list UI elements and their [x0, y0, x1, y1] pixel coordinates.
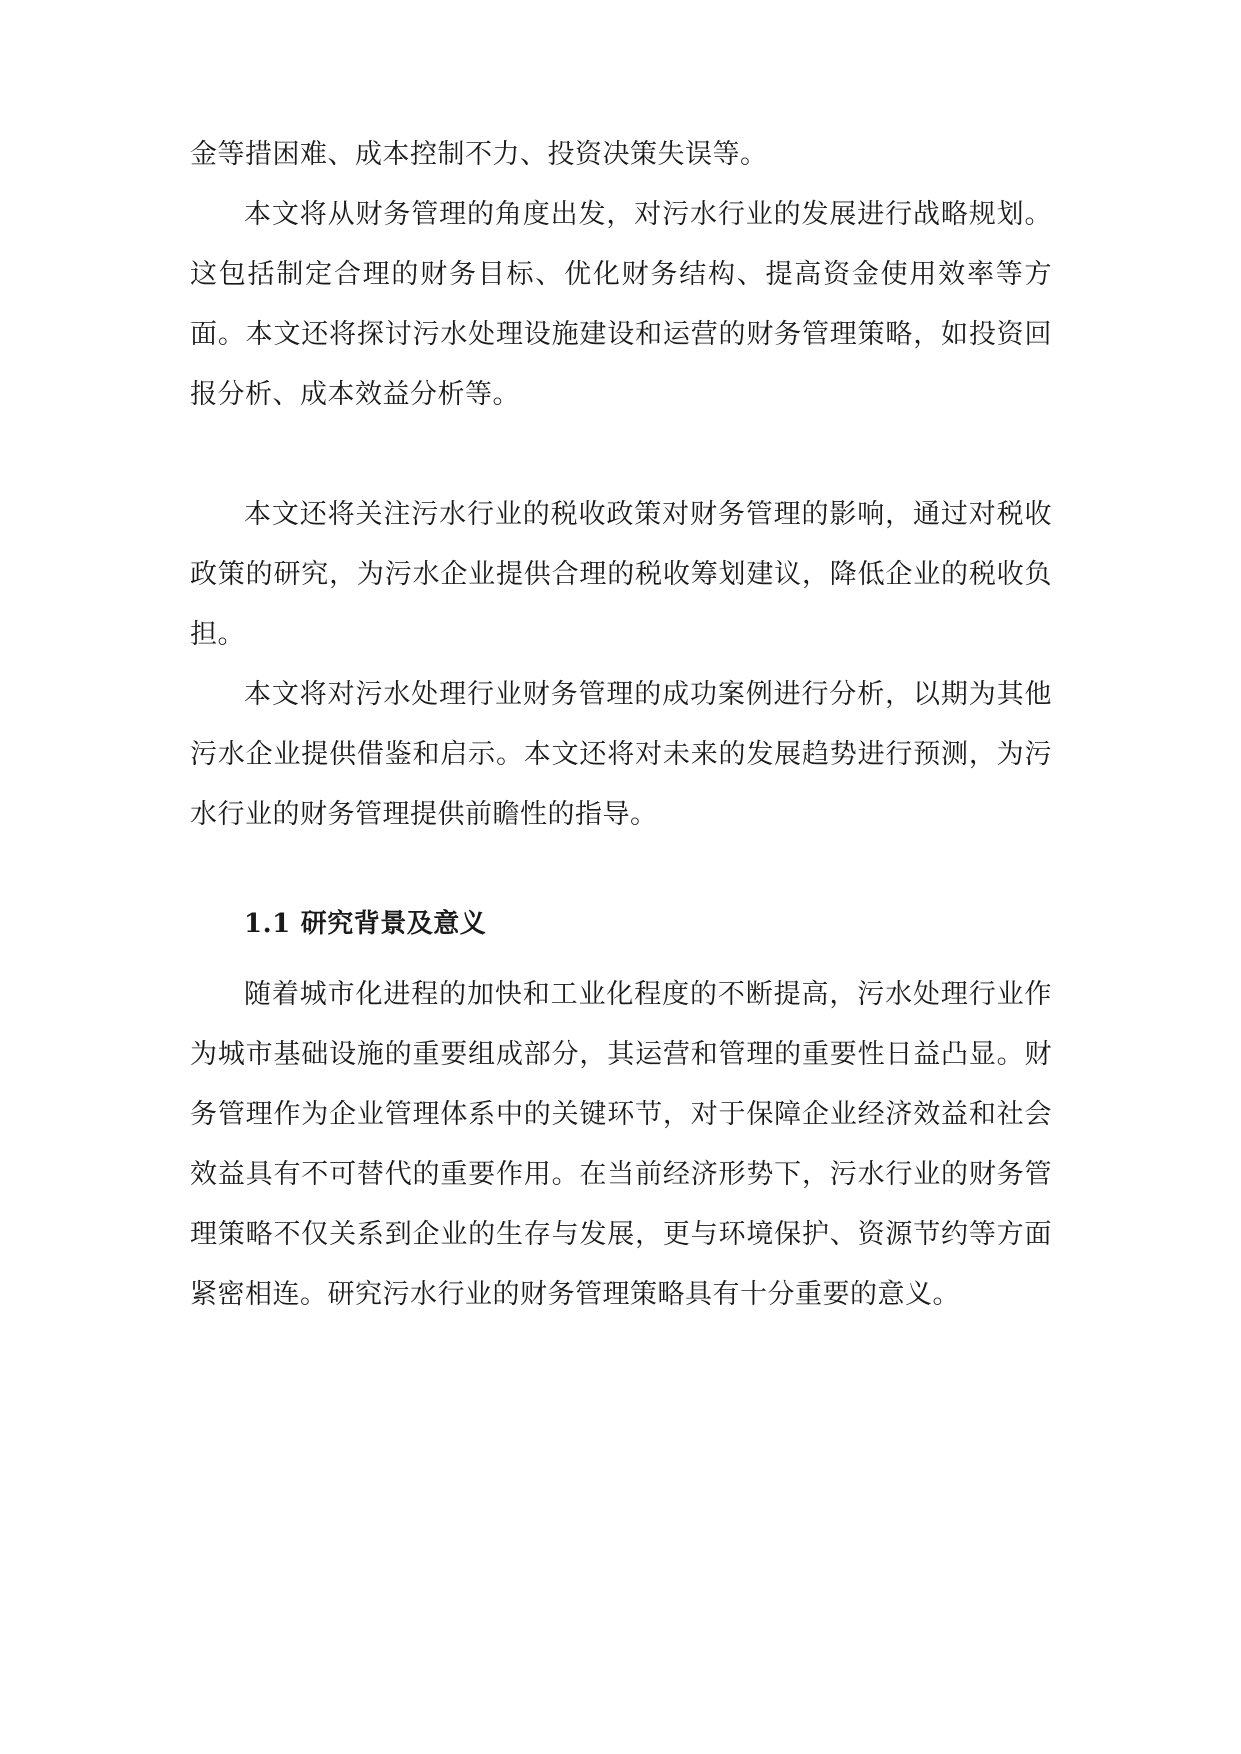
section-title: 研究背景及意义: [300, 909, 487, 939]
paragraph-continuation: 金等措困难、成本控制不力、投资决策失误等。: [190, 139, 768, 170]
paragraph-background: 随着城市化进程的加快和工业化程度的不断提高，污水处理行业作为城市基础设施的重要组成部分，其运营和管理的重要性日益凸显。财务管理作为企业管理体系中的关键环节，对于保障企业经济效益和社会效益具有不可替代的重要作用。在当前经济形势下，污水行业的财务管理策略不仅关系到企业的生存与发展，更与环境保护、资源节约等方面紧密相连。研究污水行业的财务管理策略具有十分重要的意义。: [190, 979, 1052, 1310]
section-number: 1.1: [244, 909, 291, 939]
section-heading: [244, 904, 486, 944]
paragraph-case-study: 本文将对污水处理行业财务管理的成功案例进行分析，以期为其他污水企业提供借鉴和启示。本文还将对未来的发展趋势进行预测，为污水行业的财务管理提供前瞻性的指导。: [190, 679, 1052, 830]
paragraph-tax-policy: 本文还将关注污水行业的税收政策对财务管理的影响，通过对税收政策的研究，为污水企业提供合理的税收筹划建议，降低企业的税收负担。: [190, 499, 1052, 650]
paragraph-strategy: 本文将从财务管理的角度出发，对污水行业的发展进行战略规划。这包括制定合理的财务目标、优化财务结构、提高资金使用效率等方面。本文还将探讨污水处理设施建设和运营的财务管理策略，如投资回报分析、成本效益分析等。: [190, 199, 1052, 410]
